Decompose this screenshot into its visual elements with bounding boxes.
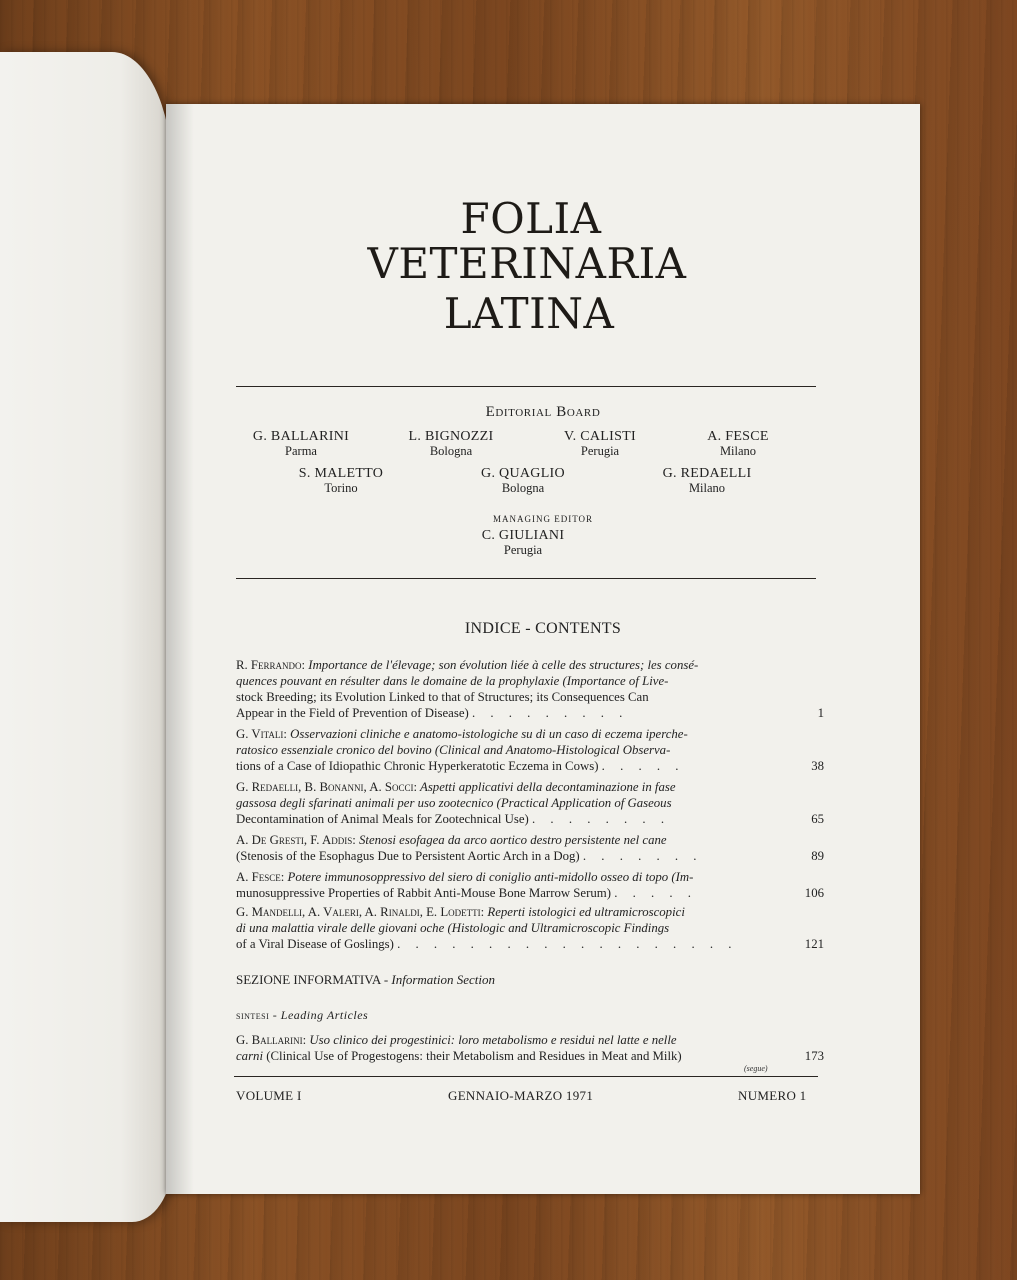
- editor-name: S. MALETTO: [298, 466, 384, 481]
- contents-heading: INDICE - CONTENTS: [464, 620, 622, 637]
- editor-name: G. QUAGLIO: [481, 466, 565, 481]
- editor-quaglio: [438, 466, 608, 496]
- editor-name: A. FESCE: [707, 429, 769, 444]
- entry-line: Appear in the Field of Prevention of Disease): [236, 706, 469, 720]
- managing-editor-heading: MANAGING EDITOR: [492, 514, 594, 524]
- entry-page: 121: [804, 937, 824, 951]
- entry-line: of a Viral Disease of Goslings): [236, 937, 394, 951]
- section-subtitle: - Information Section: [383, 972, 496, 987]
- entry-line: Decontamination of Animal Meals for Zootechnical Use): [236, 812, 529, 826]
- editor-redaelli: [622, 466, 792, 496]
- editor-city: Torino: [324, 481, 358, 495]
- entry-page: 65: [811, 812, 824, 826]
- entry-page: 89: [811, 849, 824, 863]
- entry-author: A. Fesce:: [236, 870, 285, 884]
- editor-name: L. BIGNOZZI: [408, 429, 494, 444]
- editor-name: C. GIULIANI: [481, 528, 565, 543]
- contents-entry: A. Fesce: Potere immunosoppressivo del siero di coniglio anti-midollo osseo di topo (Im- munosuppressive Properties of Rabbit Anti-Mouse Bone Marrow Serum) . . . . . 106: [236, 870, 824, 900]
- contents-entry: G. Redaelli, B. Bonanni, A. Socci: Aspetti applicativi della decontaminazione in fase gassosa degli sfarinati animali per uso zootecnico (Practical Application of Gaseous Decontamination of Animal Meals for Zootechnical Use) . . . . . . . . 65: [236, 780, 824, 826]
- entry-line: Osservazioni cliniche e anatomo-istologiche su di un caso di eczema iperche-: [286, 727, 688, 741]
- entry-author: R. Ferrando:: [236, 658, 306, 672]
- journal-title-line-2: VETERINARIA: [367, 239, 687, 288]
- entry-author: G. Redaelli, B. Bonanni, A. Socci:: [236, 780, 418, 794]
- editor-fesce: [653, 429, 823, 459]
- entry-line: gassosa degli sfarinati animali per uso zootecnico (Practical Application of Gaseous: [236, 796, 672, 810]
- entry-line: Potere immunosoppressivo del siero di coniglio anti-midollo osseo di topo (Im-: [284, 870, 694, 884]
- editor-name: G. BALLARINI: [252, 429, 350, 444]
- editor-name: G. REDAELLI: [662, 466, 752, 481]
- entry-page: 38: [811, 759, 824, 773]
- section-subtitle: - Leading Articles: [272, 1008, 369, 1022]
- bottom-rule: [234, 1076, 818, 1077]
- volume-label: VOLUME I: [236, 1088, 302, 1103]
- entry-line: Stenosi esofagea da arco aortico destro persistente nel cane: [355, 833, 667, 847]
- entry-line: (Stenosis of the Esophagus Due to Persistent Aortic Arch in a Dog): [236, 849, 580, 863]
- entry-line: (Clinical Use of Progestogens: their Metabolism and Residues in Meat and Milk): [263, 1049, 682, 1063]
- information-section-heading: [236, 972, 495, 988]
- entry-line: Uso clinico dei progestinici: loro metabolismo e residui nel latte e nelle: [306, 1033, 677, 1047]
- entry-line: munosuppressive Properties of Rabbit Anti-Mouse Bone Marrow Serum): [236, 886, 611, 900]
- entry-line: carni: [236, 1049, 264, 1063]
- top-rule: [236, 386, 816, 387]
- editor-city: Bologna: [501, 481, 545, 495]
- contents-entry: G. Vitali: Osservazioni cliniche e anatomo-istologiche su di un caso di eczema iperche- ratosico essenziale cronico del bovino (Clinical and Anatomo-Histological Observa- tions of a Case of Idiopathic Chronic Hyperkeratotic Eczema in Cows) . . . . . 38: [236, 727, 824, 773]
- entry-line: quences pouvant en résulter dans le domaine de la prophylaxie (Importance of Live-: [236, 674, 669, 688]
- entry-line: Aspetti applicativi della decontaminazione in fase: [417, 780, 676, 794]
- page-gutter-shadow: [166, 104, 194, 1194]
- entry-author: A. De Gresti, F. Addis:: [236, 833, 356, 847]
- editor-maletto: [256, 466, 426, 496]
- editor-city: Perugia: [503, 543, 543, 557]
- entry-page: 106: [804, 886, 824, 900]
- entry-line: stock Breeding; its Evolution Linked to that of Structures; its Consequences Can: [236, 690, 649, 704]
- section-title: sintesi: [236, 1008, 270, 1022]
- entry-page: 1: [817, 706, 824, 720]
- editor-city: Milano: [719, 444, 757, 458]
- entry-line: Reperti istologici ed ultramicroscopici: [484, 905, 685, 919]
- entry-author: G. Ballarini:: [236, 1033, 307, 1047]
- editor-ballarini: [216, 429, 386, 459]
- contents-entry: A. De Gresti, F. Addis: Stenosi esofagea da arco aortico destro persistente nel cane (Stenosis of the Esophagus Due to Persistent Aortic Arch in a Dog) . . . . . . . 89: [236, 833, 824, 863]
- editor-city: Milano: [688, 481, 726, 495]
- editor-city: Perugia: [580, 444, 620, 458]
- title-page: [166, 104, 920, 1194]
- entry-line: di una malattia virale delle giovani oche (Histologic and Ultramicroscopic Findings: [236, 921, 670, 935]
- editor-city: Bologna: [429, 444, 473, 458]
- editor-city: Parma: [285, 444, 317, 458]
- middle-rule: [236, 578, 816, 579]
- entry-line: Importance de l'élevage; son évolution liée à celle des structures; les consé-: [305, 658, 699, 672]
- editor-name: V. CALISTI: [564, 429, 636, 444]
- sintesi-entry: [236, 1032, 824, 1064]
- sintesi-heading: [236, 1008, 368, 1023]
- segue-note: (segue): [744, 1064, 768, 1073]
- contents-entry: G. Mandelli, A. Valeri, A. Rinaldi, E. Lodetti: Reperti istologici ed ultramicroscopici di una malattia virale delle giovani oche (Histologic and Ultramicroscopic Findings of a Viral Disease of Goslings) . . . . . . . . . . . . . . . . . . . 121: [236, 905, 824, 951]
- entry-line: ratosico essenziale cronico del bovino (Clinical and Anatomo-Histological Observa-: [236, 743, 671, 757]
- entry-page: 173: [804, 1049, 824, 1063]
- entry-author: G. Vitali:: [236, 727, 287, 741]
- journal-title-line-1: FOLIA: [460, 194, 602, 243]
- entry-author: G. Mandelli, A. Valeri, A. Rinaldi, E. Lodetti:: [236, 905, 485, 919]
- contents-entry: R. Ferrando: Importance de l'élevage; son évolution liée à celle des structures; les consé- quences pouvant en résulter dans le domaine de la prophylaxie (Importance of Live- stock Breeding; its Evolution Linked to that of Structures; its Consequences Can Appear in the Field of Prevention of Disease) . . . . . . . . . 1: [236, 658, 824, 720]
- issue-number: NUMERO 1: [738, 1088, 807, 1103]
- entry-line: tions of a Case of Idiopathic Chronic Hyperkeratotic Eczema in Cows): [236, 759, 599, 773]
- journal-title-line-3: LATINA: [443, 289, 615, 338]
- issue-date: GENNAIO-MARZO 1971: [448, 1088, 594, 1103]
- editor-bignozzi: [366, 429, 536, 459]
- left-page: [0, 52, 172, 1222]
- section-title: SEZIONE INFORMATIVA: [236, 972, 381, 987]
- managing-editor: [423, 528, 623, 558]
- editorial-board-heading: Editorial Board: [485, 404, 601, 420]
